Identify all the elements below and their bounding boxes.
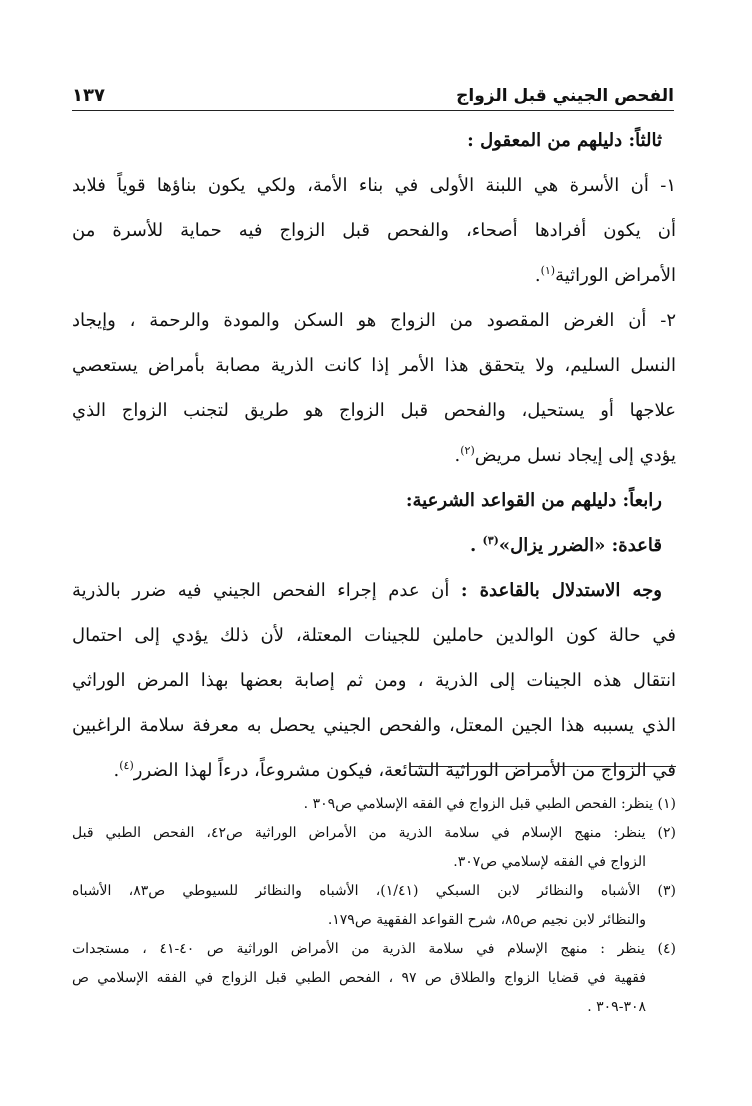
footnote-ref[interactable]: (٢) bbox=[460, 444, 475, 457]
evidence-label: وجه الاستدلال بالقاعدة : bbox=[460, 580, 662, 601]
footnote-ref[interactable]: (٣) bbox=[482, 534, 499, 547]
paragraph-line: وجه الاستدلال بالقاعدة : أن عدم إجراء الفحص الجيني فيه ضرر بالذرية bbox=[72, 580, 662, 601]
paragraph-line: الذي يسببه هذا الجين المعتل، والفحص الجيني يحصل به معرفة سلامة الراغبين bbox=[72, 715, 676, 736]
rule-line: قاعدة: «الضرر يزال»$^{(٣)}$ . bbox=[469, 534, 662, 556]
footnote-4-cont: ٣٠٨-٣٠٩ . bbox=[587, 999, 646, 1015]
footnote-ref[interactable]: (٤) bbox=[119, 759, 134, 772]
paragraph-line: في حالة كون الوالدين حاملين للجينات المعتلة، لأن ذلك يؤدي إلى احتمال bbox=[72, 625, 676, 646]
paragraph-line: علاجها أو يستحيل، والفحص قبل الزواج هو طريق لتجنب الزواج الذي bbox=[72, 400, 676, 421]
paragraph-line: النسل السليم، ولا يتحقق هذا الأمر إذا كانت الذرية مصابة بأمراض يستعصي bbox=[72, 355, 676, 376]
paragraph-line: ١- أن الأسرة هي اللبنة الأولى في بناء الأمة، ولكي يكون بناؤها قوياً فلابد bbox=[72, 175, 676, 196]
footnote-4: (٤) ينظر : منهج الإسلام في سلامة الذرية من الأمراض الوراثية ص ٤٠-٤١ ، مستجدات bbox=[72, 941, 676, 957]
footnote-4-cont: فقهية في قضايا الزواج والطلاق ص ٩٧ ، الفحص الطبي قبل الزواج في الفقه الإسلامي ص bbox=[72, 970, 647, 986]
footnote-2: (٢) ينظر: منهج الإسلام في سلامة الذرية من الأمراض الوراثية ص٤٢، الفحص الطبي قبل bbox=[72, 825, 676, 841]
footnote-separator bbox=[410, 766, 676, 767]
running-header bbox=[72, 72, 674, 111]
footnote-2-cont: الزواج في الفقه لإسلامي ص٣٠٧. bbox=[453, 854, 646, 870]
footnote-1: (١) ينظر: الفحص الطبي قبل الزواج في الفقه الإسلامي ص٣٠٩ . bbox=[303, 796, 676, 812]
paragraph-line: الأمراض الوراثية$^{(١)}$. bbox=[534, 264, 676, 286]
paragraph-line: في الزواج من الأمراض الوراثية الشائعة، فيكون مشروعاً، درءاً لهذا الضرر$^{(٤)}$. bbox=[113, 759, 676, 781]
paragraph-line: أن يكون أفرادها أصحاء، والفحص قبل الزواج فيه حماية للأسرة من bbox=[72, 220, 676, 241]
footnote-3: (٣) الأشباه والنظائر لابن السبكي (١/٤١)، الأشباه والنظائر للسيوطي ص٨٣، الأشباه bbox=[72, 883, 676, 899]
main-text bbox=[72, 118, 676, 793]
paragraph-line: ٢- أن الغرض المقصود من الزواج هو السكن والمودة والرحمة ، وإيجاد bbox=[72, 310, 676, 331]
section-heading-rules: رابعاً: دليلهم من القواعد الشرعية: bbox=[405, 490, 662, 511]
footnote-3-cont: والنظائر لابن نجيم ص٨٥، شرح القواعد الفقهية ص١٧٩. bbox=[327, 912, 646, 928]
page-number: ١٣٧ bbox=[72, 85, 105, 106]
running-title: الفحص الجيني قبل الزواج bbox=[456, 86, 674, 106]
section-heading-rational: ثالثاً: دليلهم من المعقول : bbox=[467, 130, 662, 151]
paragraph-line: انتقال هذه الجينات إلى الذرية ، ومن ثم إصابة بعضها بهذا المرض الوراثي bbox=[72, 670, 676, 691]
footnote-ref[interactable]: (١) bbox=[540, 264, 556, 277]
paragraph-line: يؤدي إلى إيجاد نسل مريض$^{(٢)}$. bbox=[454, 444, 676, 466]
footnotes bbox=[72, 790, 676, 1022]
